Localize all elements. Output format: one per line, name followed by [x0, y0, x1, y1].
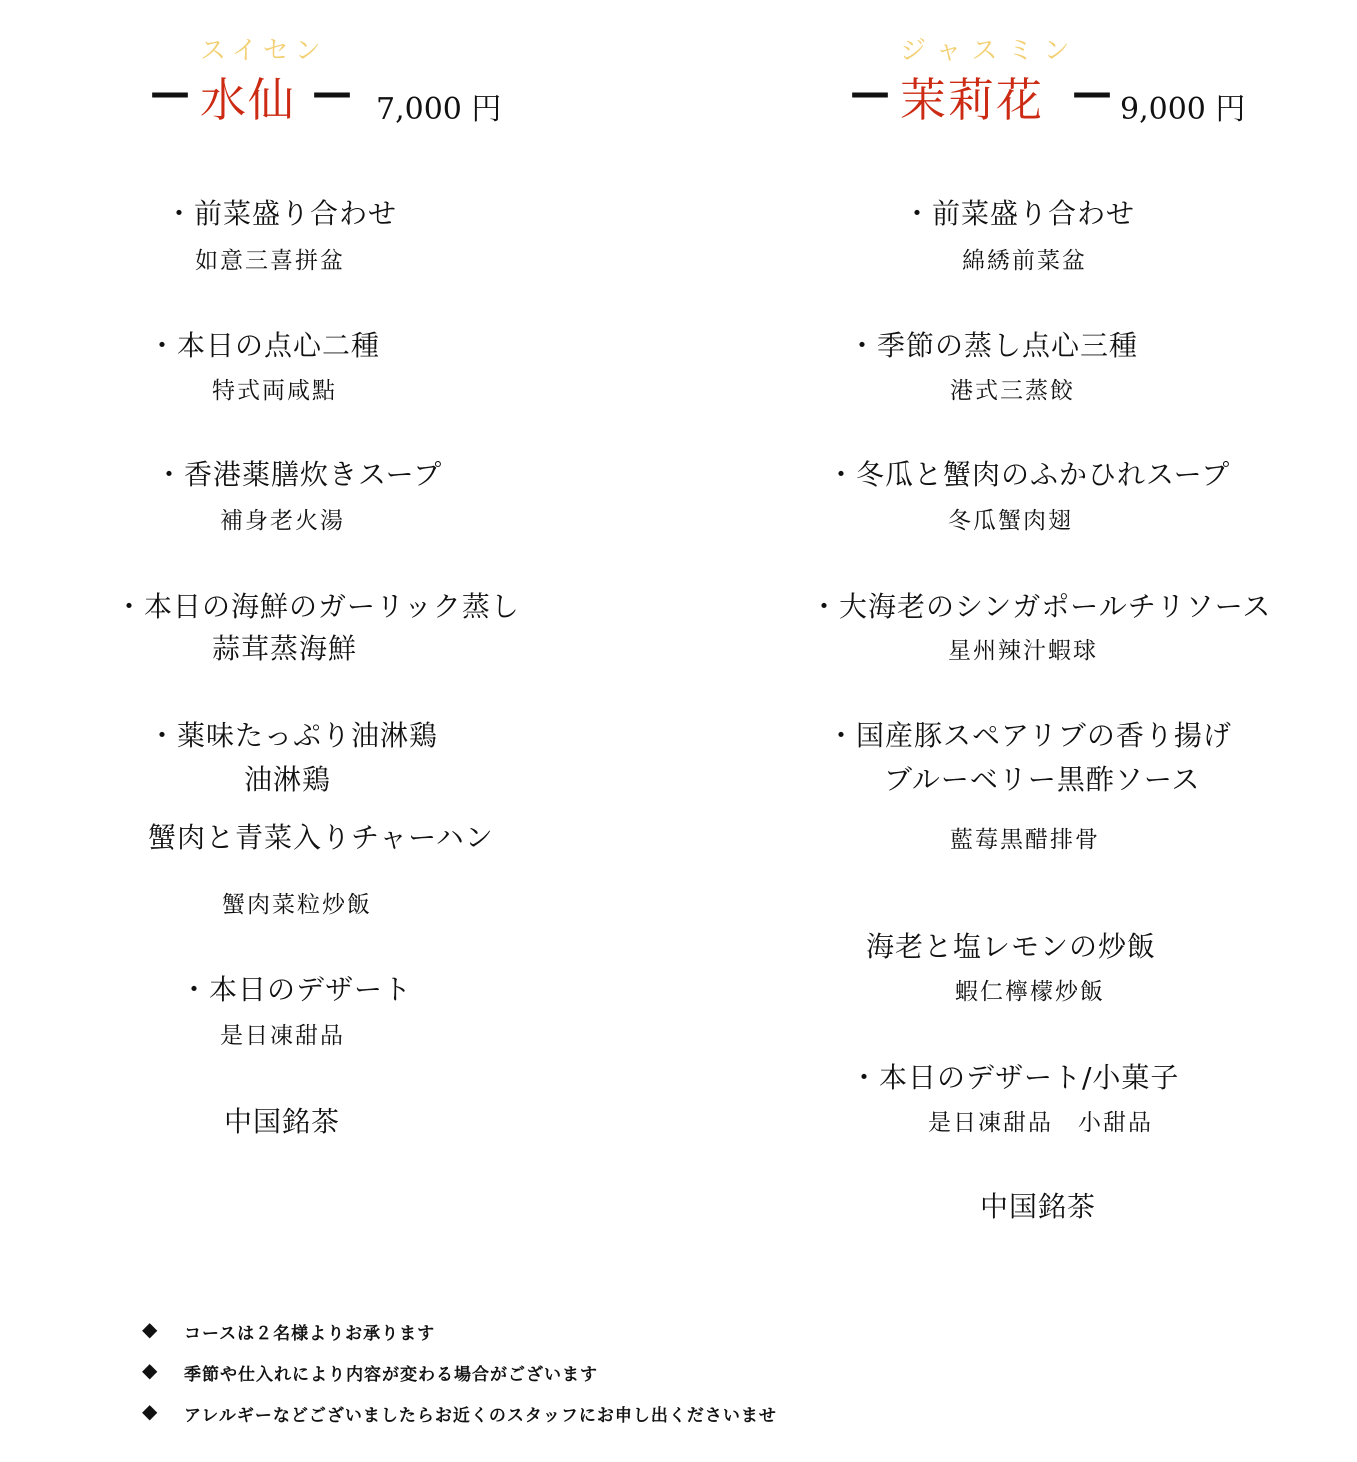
note-3: アレルギーなどございましたらお近くのスタッフにお申し出くださいませ [184, 1406, 777, 1426]
course-1-item-1-cn: 如意三喜拼盆 [195, 248, 345, 274]
note-3-bullet: ◆ [142, 1399, 158, 1423]
course-2-dash-left: — [850, 70, 890, 116]
course-1-item-7-jp: ・本日のデザート [180, 973, 413, 1006]
course-2-item-4-cn: 星州辣汁蝦球 [948, 638, 1098, 664]
course-1-name: 水仙 [200, 73, 296, 127]
course-1-item-4-jp: ・本日の海鮮のガーリック蒸し [115, 590, 520, 623]
course-1-item-8-jp: 中国銘茶 [224, 1105, 341, 1138]
note-1: コースは２名様よりお承ります [184, 1324, 436, 1344]
course-1-ruby: スイセン [200, 36, 327, 66]
course-1-item-5-cn: 油淋鶏 [244, 763, 332, 796]
course-1-item-3-jp: ・香港薬膳炊きスープ [155, 458, 443, 491]
course-1-item-7-cn: 是日凍甜品 [220, 1023, 345, 1049]
course-2-item-2-cn: 港式三蒸餃 [950, 378, 1075, 404]
course-2-item-5-jp: ・国産豚スペアリブの香り揚げ [827, 719, 1232, 752]
course-2-name: 茉莉花 [900, 73, 1044, 127]
course-2-item-6-cn: 蝦仁檸檬炒飯 [955, 979, 1105, 1005]
course-1-item-1-jp: ・前菜盛り合わせ [165, 197, 398, 230]
note-2: 季節や仕入れにより内容が変わる場合がございます [184, 1365, 598, 1385]
course-1-dash-right: — [312, 70, 352, 116]
course-1-item-5-jp: ・薬味たっぷり油淋鶏 [148, 719, 439, 752]
course-2-ruby: ジャスミン [900, 36, 1080, 66]
course-2-item-7-jp: ・本日のデザート/小菓子 [850, 1061, 1180, 1094]
course-2-item-6-jp: 海老と塩レモンの炒飯 [866, 930, 1157, 963]
course-2-item-1-jp: ・前菜盛り合わせ [903, 197, 1136, 230]
course-2-item-5-sub: ブルーベリー黒酢ソース [884, 763, 1201, 796]
course-1-item-2-cn: 特式両咸點 [212, 378, 337, 404]
course-2-item-3-cn: 冬瓜蟹肉翅 [948, 508, 1073, 534]
course-2-dash-right: — [1072, 70, 1112, 116]
course-1-price: 7,000 円 [376, 92, 502, 127]
course-1-item-6-jp: 蟹肉と青菜入りチャーハン [148, 821, 494, 854]
course-2-item-2-jp: ・季節の蒸し点心三種 [848, 329, 1139, 362]
course-2-item-7-cn: 是日凍甜品 小甜品 [928, 1110, 1153, 1136]
note-2-bullet: ◆ [142, 1358, 158, 1382]
course-2-item-5-cn: 藍莓黒醋排骨 [950, 827, 1100, 853]
course-2-item-4-jp: ・大海老のシンガポールチリソース [810, 590, 1272, 623]
course-2-item-1-cn: 綿綉前菜盆 [962, 248, 1087, 274]
course-1-dash-left: — [150, 70, 190, 116]
course-1-item-4-cn: 蒜茸蒸海鮮 [212, 632, 358, 665]
course-2-price: 9,000 円 [1120, 92, 1246, 127]
course-1-item-3-cn: 補身老火湯 [220, 508, 345, 534]
course-1-item-2-jp: ・本日の点心二種 [148, 329, 381, 362]
course-2-item-3-jp: ・冬瓜と蟹肉のふかひれスープ [827, 458, 1231, 491]
course-2-item-8-jp: 中国銘茶 [980, 1190, 1097, 1223]
course-1-item-6-cn: 蟹肉菜粒炒飯 [222, 892, 372, 918]
note-1-bullet: ◆ [142, 1317, 158, 1341]
